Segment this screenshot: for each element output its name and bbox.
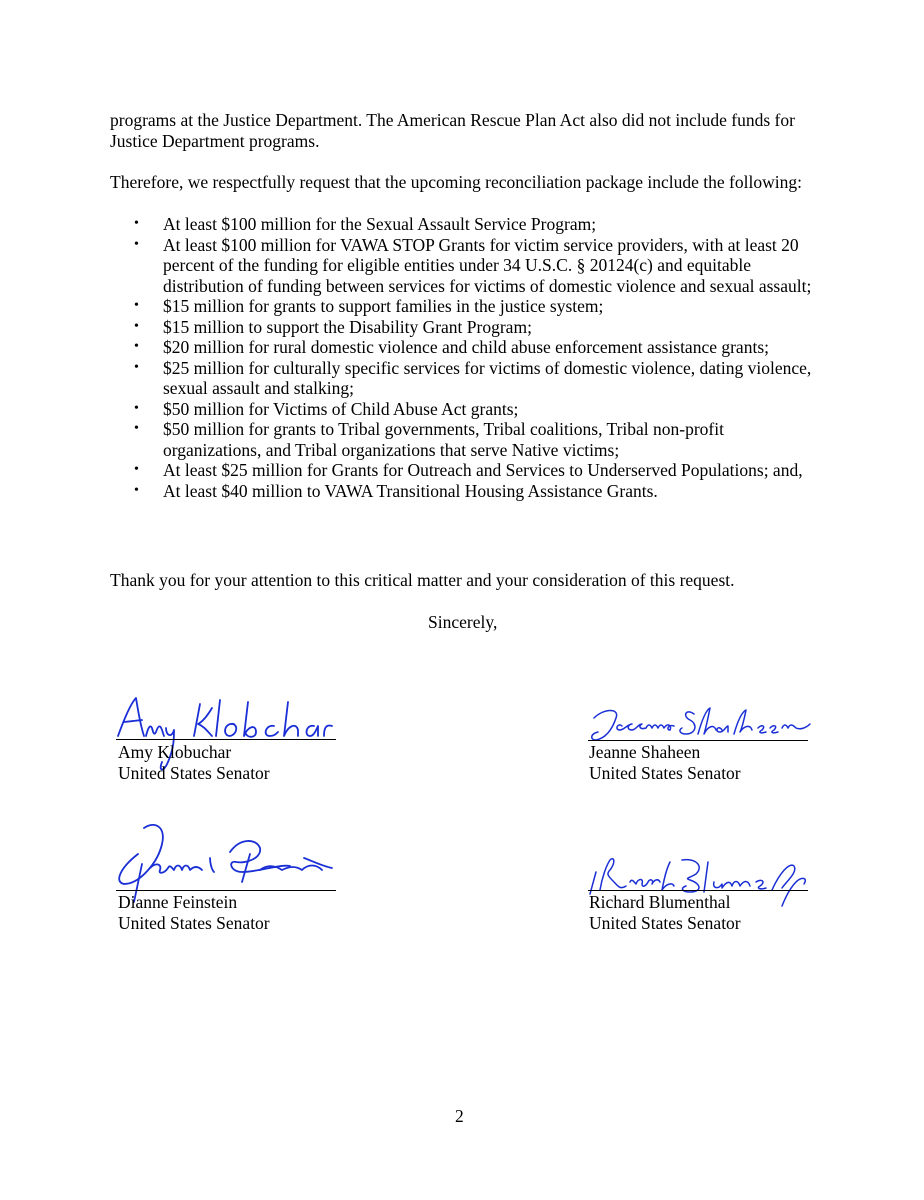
list-item: • $50 million for grants to Tribal governments, Tribal coalitions, Tribal non-profit organizations, and Tribal organizations that serve Native victims;	[134, 419, 724, 460]
closing: Sincerely,	[428, 612, 498, 632]
signatory-title: United States Senator	[118, 763, 270, 783]
signatory-blumenthal	[589, 892, 741, 934]
page-number: 2	[455, 1106, 464, 1126]
signatory-klobuchar	[118, 742, 270, 784]
list-item: • $15 million for grants to support families in the justice system;	[134, 296, 604, 316]
signature-line	[116, 890, 336, 891]
signatory-name: Dianne Feinstein	[118, 892, 238, 912]
intro-paragraph: programs at the Justice Department. The American Rescue Plan Act also did not include funds for Justice Department programs.	[110, 110, 795, 151]
thanks-paragraph: Thank you for your attention to this critical matter and your consideration of this request.	[110, 570, 735, 590]
bullet-icon: •	[134, 339, 139, 354]
signatory-name: Amy Klobuchar	[118, 742, 232, 762]
list-item: • At least $100 million for VAWA STOP Grants for victim service providers, with at least 20 percent of the funding for eligible entities under 34 U.S.C. § 20124(c) and equitable distribution of funding between services for victims of domestic violence and sexual assault;	[134, 234, 812, 296]
list-item: • $20 million for rural domestic violence and child abuse enforcement assistance grants;	[134, 337, 769, 357]
list-item: • At least $25 million for Grants for Outreach and Services to Underserved Populations; and,	[134, 460, 803, 480]
bullet-icon: •	[134, 421, 139, 436]
request-list	[110, 214, 822, 501]
signatory-title: United States Senator	[589, 763, 741, 783]
signatory-shaheen	[589, 742, 741, 784]
list-item: • $15 million to support the Disability Grant Program;	[134, 316, 532, 337]
signature-line	[588, 740, 808, 741]
bullet-icon: •	[134, 359, 139, 375]
request-paragraph: Therefore, we respectfully request that the upcoming reconciliation package include the following:	[110, 172, 802, 192]
list-item: • $50 million for Victims of Child Abuse Act grants;	[134, 398, 519, 419]
signatory-feinstein	[118, 892, 270, 934]
signature-line	[116, 739, 336, 740]
signatory-name: Jeanne Shaheen	[589, 742, 701, 762]
bullet-icon: •	[134, 216, 139, 231]
list-item: • At least $100 million for the Sexual Assault Service Program;	[134, 214, 597, 234]
list-item: • At least $40 million to VAWA Transitional Housing Assistance Grants.	[134, 480, 658, 501]
bullet-icon: •	[134, 318, 139, 334]
bullet-icon: •	[134, 482, 139, 498]
bullet-icon: •	[134, 400, 139, 416]
signatory-title: United States Senator	[589, 913, 741, 933]
bullet-icon: •	[134, 298, 139, 313]
signature-line	[588, 890, 808, 891]
signatory-name: Richard Blumenthal	[589, 892, 731, 912]
list-item: • $25 million for culturally specific services for victims of domestic violence, dating violence, sexual assault and stalking;	[134, 357, 812, 398]
bullet-icon: •	[134, 462, 139, 477]
bullet-icon: •	[134, 236, 139, 252]
signatory-title: United States Senator	[118, 913, 270, 933]
